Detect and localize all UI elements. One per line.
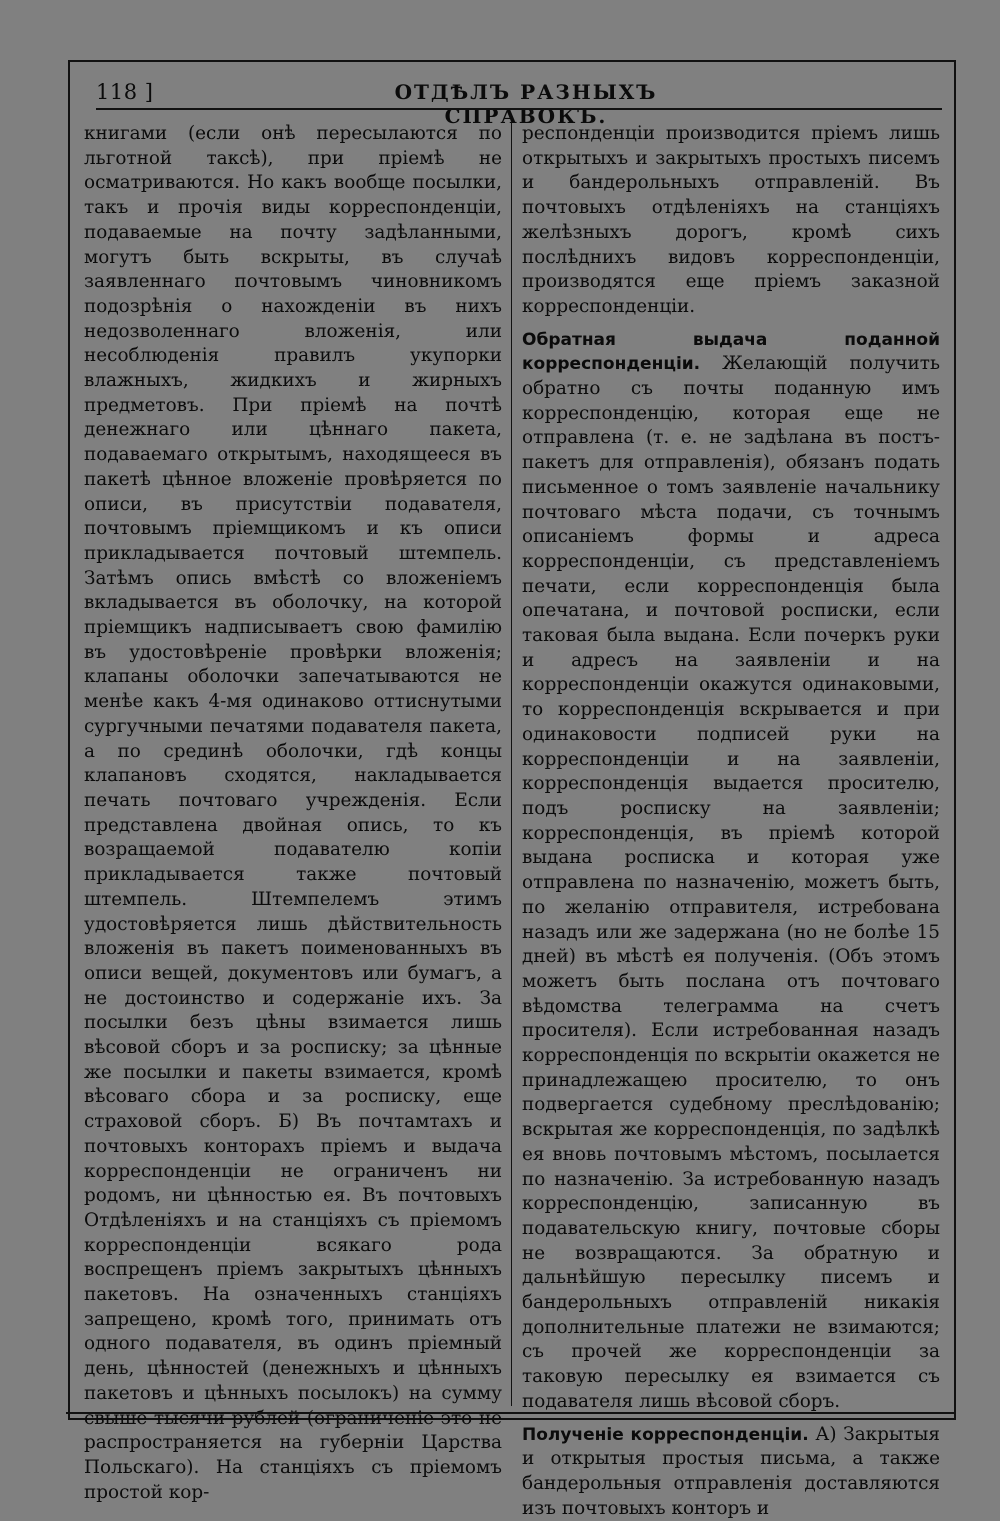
left-column-text: книгами (если онѣ пересылаются по льготной таксѣ), при пріемѣ не осматриваются. Но какъ вообще посылки, такъ и прочія виды корреспонденціи, подаваемые на почту задѣланными, могутъ быть вскрыты, въ случаѣ заявленнаго почтовымъ чиновникомъ подозрѣнія о нахожденіи въ нихъ недозволеннаго вложенія, или несоблюденія правилъ укупорки влажныхъ, жидкихъ и жирныхъ предметовъ. При пріемѣ на почтѣ денежнаго или цѣннаго пакета, подаваемаго открытымъ, находящееся въ пакетѣ цѣнное вложеніе провѣряется по описи, въ присутствіи подавателя, почтовымъ пріемщикомъ и къ описи прикладывается почтовый штемпель. Затѣмъ опись вмѣстѣ со вложеніемъ вкладывается въ оболочку, на которой пріемщикъ надписываетъ свою фамилію въ удостовѣреніе провѣрки вложенія; клапаны оболочки запечатываются не менѣе какъ 4-мя одинаково оттиснутыми сургучными печатями подавателя пакета, а по срединѣ оболочки, гдѣ концы клапановъ сходятся, накладывается печать почтоваго учрежденія. Если представлена двойная опись, то къ возращаемой подавателю копіи прикладывается также почтовый штемпель. Штемпелемъ этимъ удостовѣряется лишь дѣйствительность вложенія въ пакетъ поименованныхъ въ описи вещей, документовъ или бумагъ, а не достоинство и содержаніе ихъ. За посылки безъ цѣны взимается лишь вѣсовой сборъ и за росписку; за цѣнные же посылки и пакеты взимается, кромѣ вѣсоваго сбора и за росписку, еще страховой сборъ. Б) Въ почтамтахъ и почтовыхъ конторахъ пріемъ и выдача корреспонденціи не ограниченъ ни родомъ, ни цѣнностью ея. Въ почтовыхъ Отдѣленіяхъ и на станціяхъ съ пріемомъ корреспонденціи всякаго рода воспрещенъ пріемъ закрытыхъ цѣнныхъ пакетовъ. На означенныхъ станціяхъ запрещено, кромѣ того, принимать отъ одного подавателя, въ одинъ пріемный день, цѣнностей (денежныхъ и цѣнныхъ пакетовъ и цѣнныхъ посылокъ) на сумму свыше тысячи рублей (ограниченіе это не распространяется на губерніи Царства Польскаго). На станціяхъ съ пріемомъ простой кор-	[84, 123, 502, 1503]
right-para-3-text: А) Закрытыя и открытыя простыя письма, а также бандерольныя отправленія доставляются изъ почтовыхъ конторъ и	[522, 1423, 940, 1519]
page-number: 118 ]	[96, 80, 154, 104]
right-para-1: респонденціи производится пріемъ лишь открытыхъ и закрытыхъ простыхъ писемъ и бандерольныхъ отправленій. Въ почтовыхъ отдѣленіяхъ на станціяхъ желѣзныхъ дорогъ, кромѣ сихъ послѣднихъ видовъ корреспонденціи, производятся еще пріемъ заказной корреспонденціи.	[522, 123, 940, 317]
right-column	[522, 122, 940, 1521]
text-columns	[84, 122, 946, 1519]
right-para-2-text: Желающій получить обратно съ почты поданную имъ корреспонденцію, которая еще не отправлена (т. е. не задѣлана въ постъ-пакетъ для отправленія), обязанъ подать письменное о томъ заявленіе начальнику почтоваго мѣста подачи, съ точнымъ описаніемъ формы и адреса корреспонденціи, съ представленіемъ печати, если корреспонденція была опечатана, и почтовой росписки, если таковая была выдана. Если почеркъ руки и адресъ на заявленіи и на корреспонденціи окажутся одинаковыми, то корреспонденція вскрывается и при одинаковости подписей руки на корреспонденціи и на заявленіи, корреспонденція выдается просителю, подъ росписку на заявленіи; корреспонденція, въ пріемѣ которой выдана росписка и которая уже отправлена по назначенію, можетъ быть, по желанію отправителя, истребована назадъ или же задержана (но не болѣе 15 дней) въ мѣстѣ ея полученія. (Объ этомъ можетъ быть послана отъ почтоваго вѣдомства телеграмма на счетъ просителя). Если истребованная назадъ корреспонденція по вскрытіи окажется не принадлежащею просителю, то онъ подвергается судебному преслѣдованію; вскрытая же корреспонденція, по задѣлкѣ ея вновь почтовымъ мѣстомъ, посылается по назначенію. За истребованную назадъ корреспонденцію, записанную въ подавательскую книгу, почтовые сборы не возвращаются. За обратную и дальнѣйшую пересылку писемъ и бандерольныхъ отправленій никакія дополнительные платежи не взимаются; съ прочей же корреспонденціи за таковую пересылку ея взимается съ подавателя лишь вѣсовой сборъ.	[522, 353, 940, 1412]
header-rule	[96, 108, 942, 110]
column-divider	[511, 122, 512, 1406]
right-para-3	[522, 1423, 940, 1521]
section-heading-receipt: Полученіе корреспонденціи.	[522, 1424, 809, 1445]
left-column	[84, 122, 502, 1505]
running-head-title: ОТДѢЛЪ РАЗНЫХЪ СПРАВОКЪ.	[394, 80, 658, 128]
right-para-2	[522, 328, 940, 1415]
page-header	[96, 74, 942, 128]
section-heading-return: Обратная выдача поданной корреспонденціи.	[522, 329, 940, 375]
bottom-rule	[66, 1412, 954, 1414]
